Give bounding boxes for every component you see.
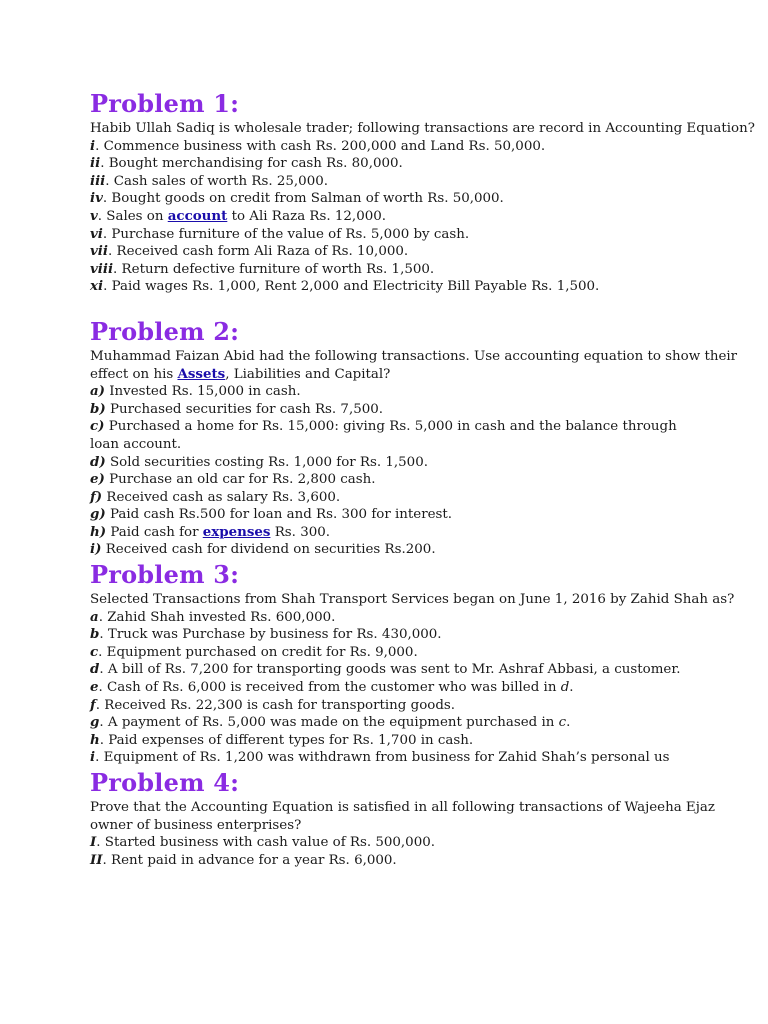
problem-1-item-vii: vii. Received cash form Ali Raza of Rs. 10,000.	[90, 243, 409, 260]
problem-3-item-h: h. Paid expenses of different types for Rs. 1,700 in cash.	[90, 731, 474, 748]
problem-1-item-iv: iv. Bought goods on credit from Salman of worth Rs. 50,000.	[90, 190, 504, 207]
problem-2-item-d: d) Sold securities costing Rs. 1,000 for Rs. 1,500.	[90, 453, 428, 470]
problem-1-item-ii: ii. Bought merchandising for cash Rs. 80,000.	[90, 155, 403, 172]
problem-3-section	[90, 559, 760, 767]
problem-1-item-xi: xi. Paid wages Rs. 1,000, Rent 2,000 and Electricity Bill Payable Rs. 1,500.	[90, 278, 600, 295]
problem-1-intro: Habib Ullah Sadiq is wholesale trader; following transactions are record in Accounting Equation?	[90, 121, 755, 136]
problem-3-item-b: b. Truck was Purchase by business for Rs. 430,000.	[90, 626, 442, 643]
problem-2-item-i: i) Received cash for dividend on securities Rs.200.	[90, 541, 436, 558]
problem-2-item-b: b) Purchased securities for cash Rs. 7,500.	[90, 400, 384, 417]
problem-3-item-e: e. Cash of Rs. 6,000 is received from the customer who was billed in d.	[90, 679, 574, 696]
assets-link[interactable]: Assets	[177, 365, 226, 382]
problem-3-title: Problem 3:	[90, 560, 240, 590]
document-page	[90, 88, 760, 869]
problem-1-section	[90, 88, 760, 296]
problem-1-item-viii: viii. Return defective furniture of worth Rs. 1,500.	[90, 260, 435, 277]
problem-1-item-v: v. Sales on account to Ali Raza Rs. 12,000.	[90, 207, 387, 224]
problem-4-item-II: II. Rent paid in advance for a year Rs. 6,000.	[90, 851, 397, 868]
problem-2-item-h: h) Paid cash for expenses Rs. 300.	[90, 523, 331, 540]
problem-3-item-a: a. Zahid Shah invested Rs. 600,000.	[90, 608, 336, 625]
problem-1-item-i: i. Commence business with cash Rs. 200,000 and Land Rs. 50,000.	[90, 137, 546, 154]
expenses-link[interactable]: expenses	[202, 523, 271, 540]
problem-2-item-f: f) Received cash as salary Rs. 3,600.	[90, 488, 341, 505]
problem-3-intro: Selected Transactions from Shah Transport Services began on June 1, 2016 by Zahid Shah as?	[90, 592, 735, 608]
problem-3-item-c: c. Equipment purchased on credit for Rs. 9,000.	[90, 643, 418, 660]
problem-3-item-f: f. Received Rs. 22,300 is cash for transporting goods.	[90, 696, 456, 713]
problem-2-item-e: e) Purchase an old car for Rs. 2,800 cash.	[90, 471, 376, 488]
account-link[interactable]: account	[167, 207, 228, 224]
problem-1-item-iii: iii. Cash sales of worth Rs. 25,000.	[90, 172, 328, 189]
problem-3-item-d: d. A bill of Rs. 7,200 for transporting goods was sent to Mr. Ashraf Abbasi, a customer.	[90, 661, 681, 678]
problem-4-section	[90, 767, 760, 869]
problem-2-section	[90, 316, 760, 559]
problem-2-item-c-continued: loan account.	[90, 436, 182, 452]
problem-2-intro: Muhammad Faizan Abid had the following transactions. Use accounting equation to show their effect on his Assets, Liabilities and Capital?	[90, 348, 738, 382]
problem-2-title: Problem 2:	[90, 316, 240, 346]
problem-2-item-g: g) Paid cash Rs.500 for loan and Rs. 300 for interest.	[90, 506, 453, 523]
problem-3-item-i: i. Equipment of Rs. 1,200 was withdrawn from business for Zahid Shah’s personal us	[90, 749, 670, 766]
problem-4-item-I: I. Started business with cash value of Rs. 500,000.	[90, 834, 436, 851]
problem-4-title: Problem 4:	[90, 768, 240, 797]
problem-3-item-g: g. A payment of Rs. 5,000 was made on the equipment purchased in c.	[90, 714, 571, 731]
problem-1-item-vi: vi. Purchase furniture of the value of Rs. 5,000 by cash.	[90, 225, 470, 242]
problem-4-intro: Prove that the Accounting Equation is satisfied in all following transactions of Wajeeha Ejaz owner of business enterprises?	[90, 800, 715, 833]
problem-1-title: Problem 1:	[90, 89, 240, 118]
problem-2-item-a: a) Invested Rs. 15,000 in cash.	[90, 383, 301, 400]
problem-2-item-c: c) Purchased a home for Rs. 15,000: giving Rs. 5,000 in cash and the balance through	[90, 418, 677, 435]
